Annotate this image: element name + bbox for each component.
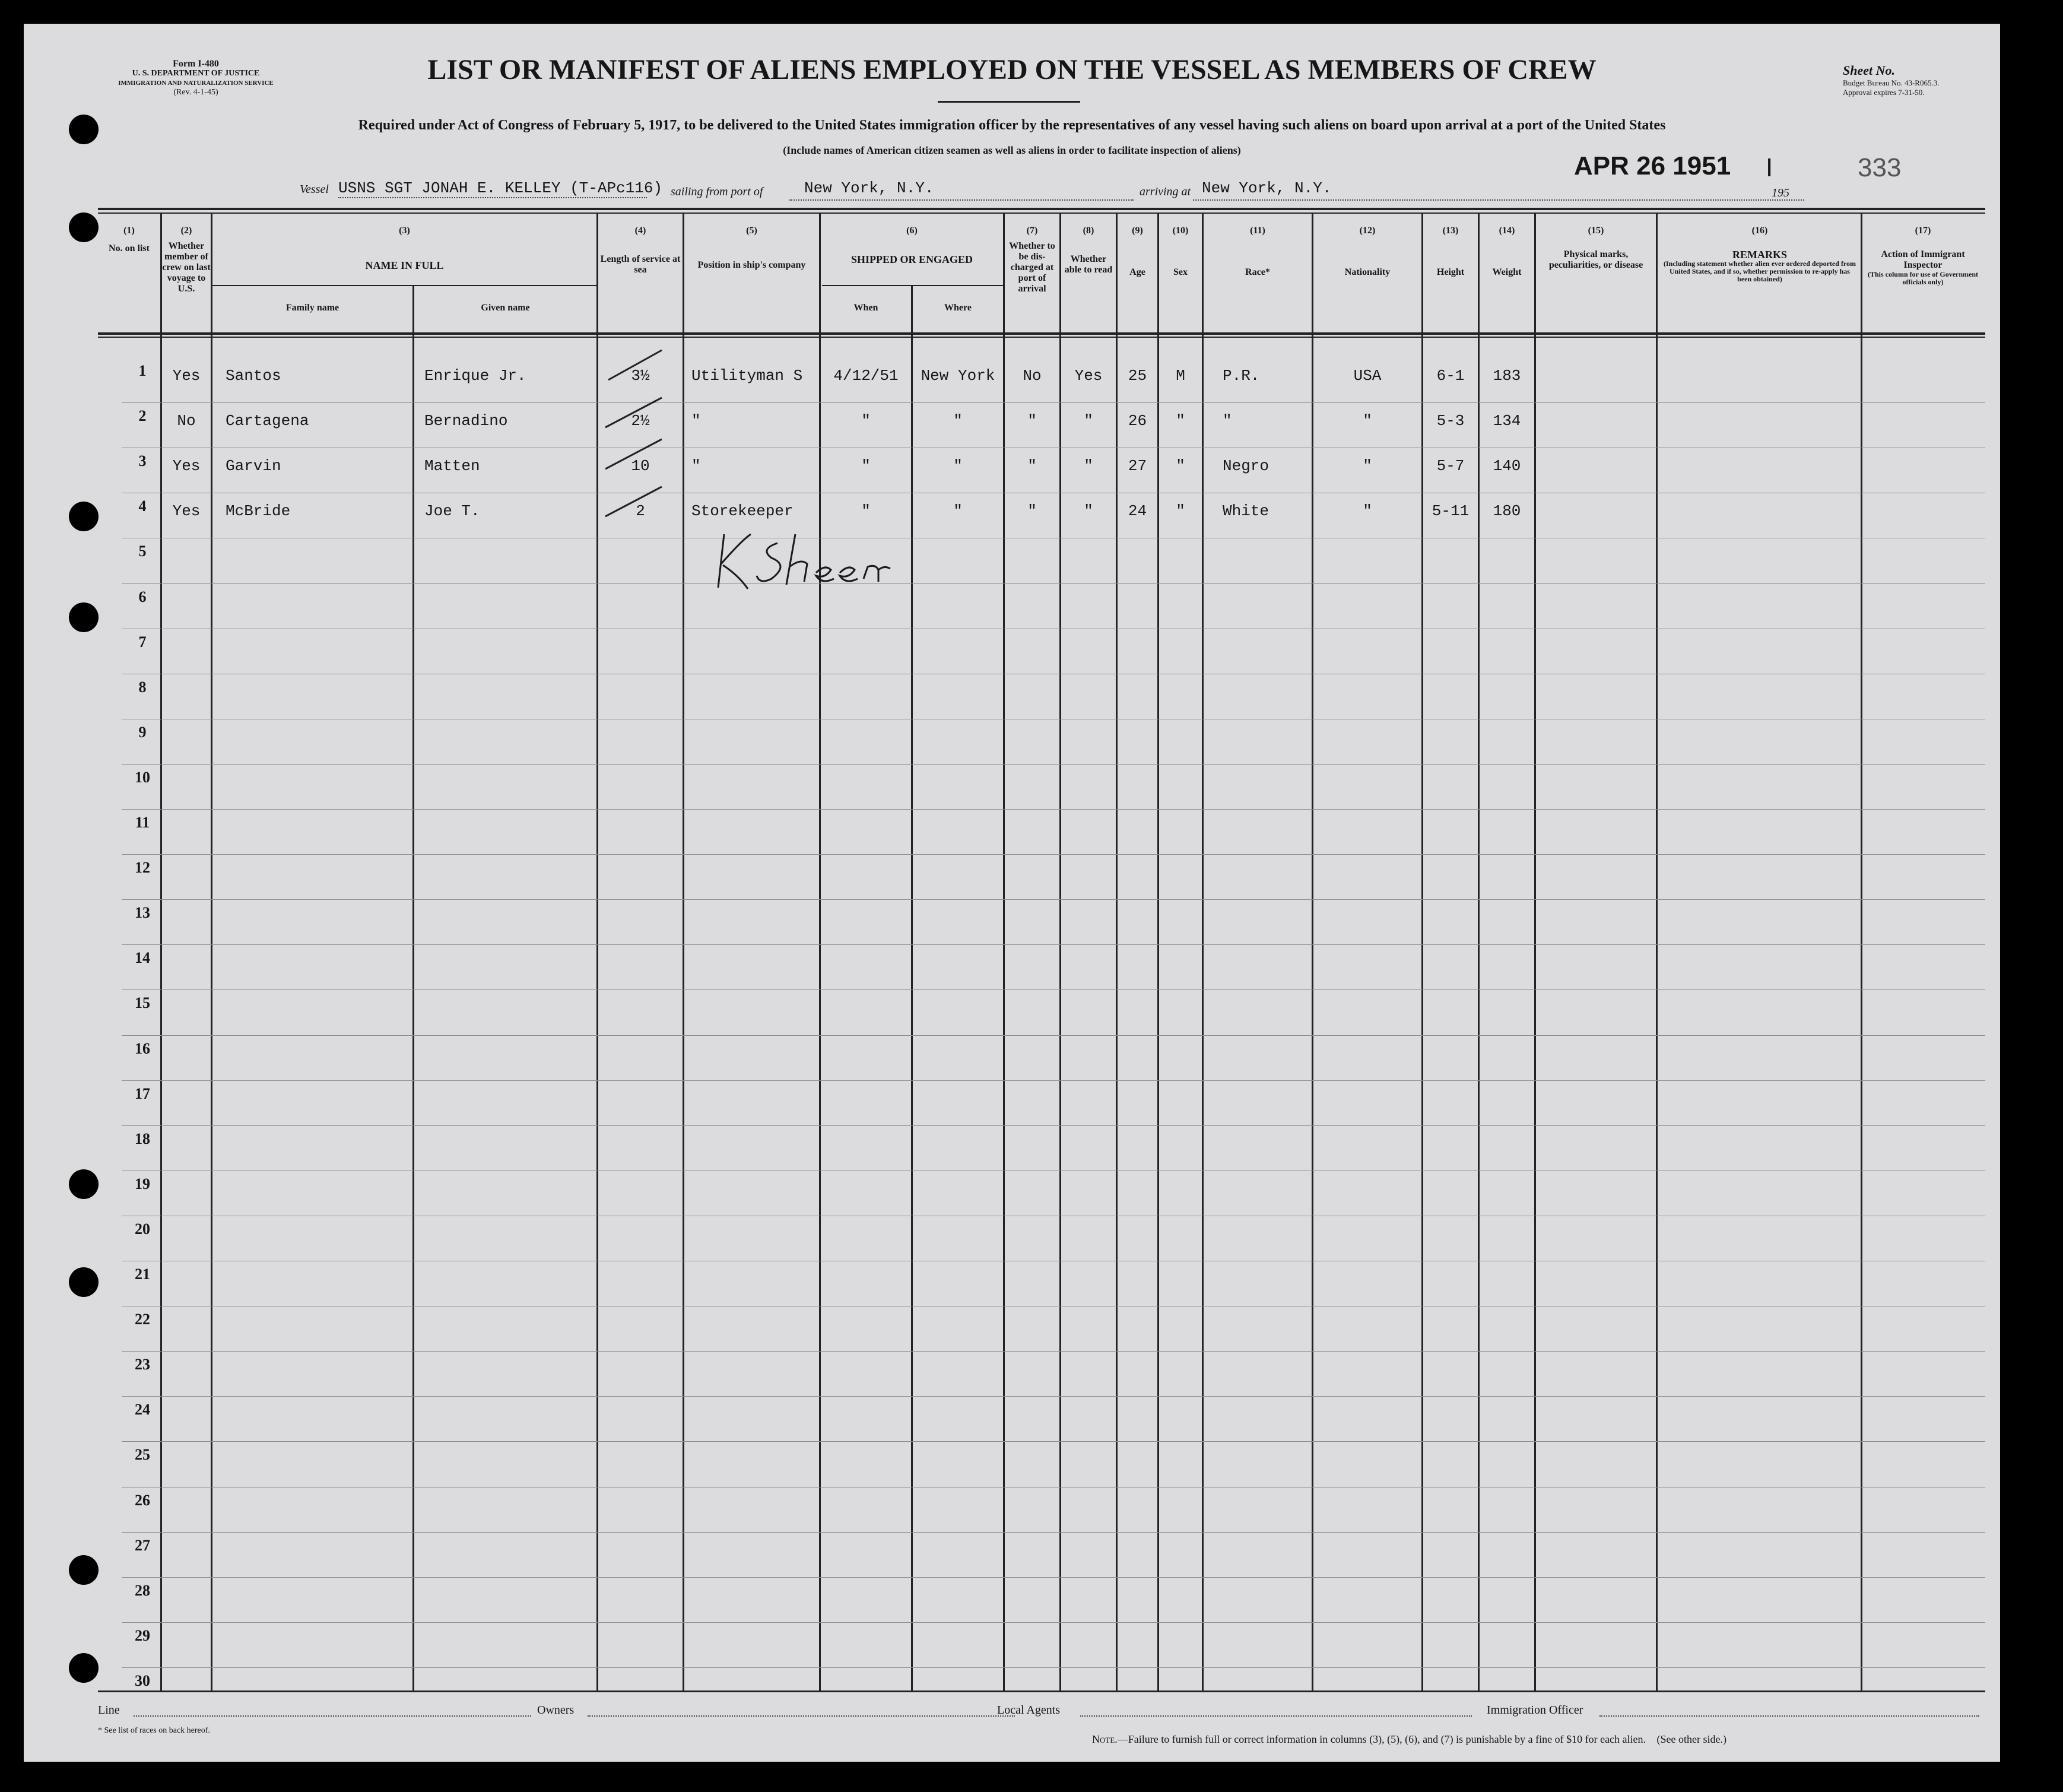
punch-hole bbox=[69, 212, 99, 242]
crew-race: White bbox=[1223, 502, 1269, 520]
crew-nationality: " bbox=[1363, 412, 1372, 430]
row-rule bbox=[122, 1577, 1985, 1578]
row-rule bbox=[122, 1667, 1985, 1668]
row-number: 20 bbox=[135, 1220, 150, 1238]
punch-hole bbox=[69, 1169, 99, 1199]
col-6b-header: Where bbox=[944, 303, 972, 313]
col-line bbox=[1421, 214, 1423, 1690]
crew-weight: 183 bbox=[1493, 367, 1521, 385]
crew-family: McBride bbox=[226, 502, 291, 520]
name-subheader-rule bbox=[211, 285, 596, 286]
col-16-header: (16) REMARKS (Including statement whether alien ever ordered deported from United States, and if so, whether permission to re-apply has been obtained) bbox=[1663, 226, 1856, 283]
table-top-rule bbox=[98, 208, 1985, 210]
row-number: 15 bbox=[135, 994, 150, 1012]
row-rule bbox=[122, 854, 1985, 855]
punch-hole bbox=[69, 1555, 99, 1585]
row-rule bbox=[122, 1532, 1985, 1533]
crew-sex: " bbox=[1176, 457, 1185, 475]
row-rule bbox=[122, 583, 1985, 584]
row-number: 9 bbox=[138, 723, 147, 741]
col-3b-header: Given name bbox=[481, 303, 530, 313]
footer-officer-field[interactable] bbox=[1599, 1715, 1979, 1717]
col-10-header: (10) Sex bbox=[1172, 226, 1189, 277]
crew-height: 5-7 bbox=[1436, 457, 1465, 475]
row-rule bbox=[122, 989, 1985, 990]
row-number: 23 bbox=[135, 1356, 150, 1374]
table-bottom-rule bbox=[98, 1690, 1985, 1692]
row-rule bbox=[122, 1351, 1985, 1352]
crew-where: " bbox=[953, 412, 963, 430]
manifest-page bbox=[24, 24, 2000, 1762]
budget-bureau: Budget Bureau No. 43-R065.3. bbox=[1843, 78, 1940, 87]
row-number: 5 bbox=[138, 543, 147, 560]
col-line bbox=[1861, 214, 1862, 1690]
signature bbox=[706, 522, 908, 600]
row-number: 11 bbox=[135, 814, 150, 831]
crew-last-voyage: Yes bbox=[172, 502, 201, 520]
crew-nationality: USA bbox=[1353, 367, 1382, 385]
col-line bbox=[1116, 214, 1118, 1690]
col-line bbox=[211, 214, 212, 1690]
col-line bbox=[911, 285, 913, 1690]
pen-strokes bbox=[596, 344, 683, 534]
col-line bbox=[412, 285, 414, 1690]
date-stamp: APR 26 1951 bbox=[1574, 151, 1731, 180]
arriving-label: arriving at bbox=[1140, 185, 1191, 198]
row-number: 17 bbox=[135, 1084, 150, 1102]
crew-service: 10 bbox=[631, 457, 650, 475]
col-3a-header: Family name bbox=[285, 303, 339, 313]
crew-race: Negro bbox=[1223, 457, 1269, 475]
crew-age: 24 bbox=[1128, 502, 1147, 520]
col-line bbox=[1478, 214, 1480, 1690]
col-6a-header: When bbox=[853, 303, 878, 313]
form-service: IMMIGRATION AND NATURALIZATION SERVICE bbox=[118, 80, 274, 87]
row-number: 29 bbox=[135, 1626, 150, 1644]
crew-height: 5-3 bbox=[1436, 412, 1465, 430]
crew-when: " bbox=[861, 502, 871, 520]
crew-given: Matten bbox=[424, 457, 480, 475]
crew-family: Cartagena bbox=[226, 412, 309, 430]
row-number: 10 bbox=[135, 768, 150, 786]
header-bottom-rule-2 bbox=[98, 337, 1985, 338]
crew-last-voyage: Yes bbox=[172, 367, 201, 385]
table-top-rule-2 bbox=[98, 212, 1985, 214]
form-number: Form I-480 bbox=[173, 59, 219, 69]
crew-last-voyage: No bbox=[177, 412, 196, 430]
approval-expires: Approval expires 7-31-50. bbox=[1843, 88, 1925, 97]
crew-service: 3½ bbox=[631, 367, 650, 385]
row-number: 4 bbox=[138, 497, 147, 515]
crew-given: Joe T. bbox=[424, 502, 480, 520]
crew-when: " bbox=[861, 457, 871, 475]
sailing-label: sailing from port of bbox=[671, 185, 763, 198]
crew-when: 4/12/51 bbox=[833, 367, 899, 385]
col-5-header: (5) Position in ship's company bbox=[697, 226, 806, 270]
subnote: (Include names of American citizen seamen as well as aliens in order to facilitate inspection of aliens) bbox=[783, 144, 1241, 156]
crew-nationality: " bbox=[1363, 502, 1372, 520]
footer-line-label: Line bbox=[98, 1704, 120, 1717]
arriving-underline bbox=[1193, 199, 1804, 201]
col-line bbox=[1003, 214, 1005, 1690]
crew-given: Enrique Jr. bbox=[424, 367, 526, 385]
crew-age: 26 bbox=[1128, 412, 1147, 430]
row-number: 13 bbox=[135, 904, 150, 922]
col-line bbox=[819, 214, 821, 1690]
crew-weight: 140 bbox=[1493, 457, 1521, 475]
crew-read: " bbox=[1084, 502, 1093, 520]
crew-sex: " bbox=[1176, 412, 1185, 430]
col-7-header: (7) Whether to be dis-charged at port of arrival bbox=[1009, 226, 1055, 294]
row-rule bbox=[122, 1441, 1985, 1442]
row-rule bbox=[122, 944, 1985, 945]
crew-discharged: " bbox=[1027, 502, 1037, 520]
row-number: 26 bbox=[135, 1491, 150, 1509]
crew-discharged: " bbox=[1027, 457, 1037, 475]
crew-age: 27 bbox=[1128, 457, 1147, 475]
punch-hole bbox=[69, 602, 99, 632]
col-line bbox=[160, 214, 162, 1690]
col-2-header: (2) Whether member of crew on last voyage to U.S. bbox=[162, 226, 211, 294]
punch-hole bbox=[69, 502, 99, 531]
row-rule bbox=[122, 809, 1985, 810]
col-line bbox=[683, 214, 684, 1690]
crew-given: Bernadino bbox=[424, 412, 508, 430]
col-6-header: (6) SHIPPED OR ENGAGED bbox=[850, 226, 973, 265]
crew-age: 25 bbox=[1128, 367, 1147, 385]
row-number: 8 bbox=[138, 678, 147, 696]
crew-family: Santos bbox=[226, 367, 281, 385]
row-number: 21 bbox=[135, 1265, 150, 1283]
crew-weight: 180 bbox=[1493, 502, 1521, 520]
crew-read: " bbox=[1084, 412, 1093, 430]
col-line bbox=[1312, 214, 1313, 1690]
row-number: 7 bbox=[138, 633, 147, 651]
footer-agents-field[interactable] bbox=[1080, 1715, 1472, 1717]
col-17-header: (17) Action of Immigrant Inspector (This column for use of Government officials only) bbox=[1867, 226, 1979, 286]
crew-where: " bbox=[953, 502, 963, 520]
crew-position: Utilityman S bbox=[691, 367, 803, 385]
title-underline bbox=[938, 101, 1080, 103]
sheet-number-stamp: 333 bbox=[1858, 153, 1902, 182]
row-number: 24 bbox=[135, 1401, 150, 1419]
crew-discharged: No bbox=[1023, 367, 1042, 385]
row-number: 16 bbox=[135, 1039, 150, 1057]
row-rule bbox=[122, 764, 1985, 765]
crew-position: " bbox=[691, 457, 701, 475]
races-note: * See list of races on back hereof. bbox=[98, 1726, 210, 1735]
col-1-header: (1) No. on list bbox=[109, 226, 150, 253]
crew-nationality: " bbox=[1363, 457, 1372, 475]
row-rule bbox=[122, 1125, 1985, 1126]
header-bottom-rule bbox=[98, 332, 1985, 335]
crew-sex: M bbox=[1176, 367, 1185, 385]
col-4-header: (4) Length of service at sea bbox=[600, 226, 681, 275]
page-title: LIST OR MANIFEST OF ALIENS EMPLOYED ON THE VESSEL AS MEMBERS OF CREW bbox=[427, 54, 1597, 85]
vessel-underline bbox=[338, 197, 647, 198]
crew-when: " bbox=[861, 412, 871, 430]
row-rule bbox=[122, 1622, 1985, 1623]
row-number: 1 bbox=[138, 362, 147, 379]
col-line bbox=[1157, 214, 1159, 1690]
row-number: 28 bbox=[135, 1581, 150, 1599]
row-number: 27 bbox=[135, 1536, 150, 1554]
row-number: 14 bbox=[135, 949, 150, 967]
row-rule bbox=[122, 1035, 1985, 1036]
crew-where: " bbox=[953, 457, 963, 475]
crew-race: " bbox=[1223, 412, 1232, 430]
row-number: 12 bbox=[135, 859, 150, 877]
sailing-value: New York, N.Y. bbox=[804, 179, 934, 197]
crew-sex: " bbox=[1176, 502, 1185, 520]
col-line bbox=[1059, 214, 1061, 1690]
crew-family: Garvin bbox=[226, 457, 281, 475]
row-number: 25 bbox=[135, 1446, 150, 1464]
row-number: 6 bbox=[138, 588, 147, 605]
row-number: 22 bbox=[135, 1311, 150, 1328]
crew-service: 2 bbox=[636, 502, 645, 520]
crew-race: P.R. bbox=[1223, 367, 1260, 385]
col-14-header: (14) Weight bbox=[1492, 226, 1522, 277]
row-number: 3 bbox=[138, 452, 147, 470]
vessel-label: Vessel bbox=[300, 183, 329, 196]
footer-agents-label: Local Agents bbox=[997, 1704, 1061, 1717]
form-rev: (Rev. 4-1-45) bbox=[173, 88, 218, 97]
form-dept: U. S. DEPARTMENT OF JUSTICE bbox=[132, 69, 260, 78]
sheet-no-label: Sheet No. bbox=[1843, 63, 1895, 78]
crew-position: " bbox=[691, 412, 701, 430]
punch-hole bbox=[69, 1653, 99, 1683]
crew-where: New York bbox=[921, 367, 995, 385]
col-15-header: (15) Physical marks, peculiarities, or disease bbox=[1548, 226, 1643, 270]
crew-height: 6-1 bbox=[1436, 367, 1465, 385]
row-number: 2 bbox=[138, 407, 147, 425]
fine-note: Note.—Failure to furnish full or correct information in columns (3), (5), (6), and (7) is punishable by a fine of $10 for each alien. (See other side.) bbox=[1092, 1733, 1726, 1745]
row-rule bbox=[122, 1396, 1985, 1397]
vessel-value: USNS SGT JONAH E. KELLEY (T-APc116) bbox=[338, 179, 663, 197]
col-8-header: (8) Whether able to read bbox=[1064, 226, 1113, 275]
col-9-header: (9) Age bbox=[1129, 226, 1145, 277]
sailing-underline bbox=[789, 199, 1134, 201]
crew-service: 2½ bbox=[631, 412, 650, 430]
subtitle: Required under Act of Congress of February 5, 1917, to be delivered to the United States immigration officer by the representatives of any vessel having such aliens on board upon arrival at a port of the United States bbox=[358, 118, 1666, 133]
row-number: 19 bbox=[135, 1175, 150, 1192]
row-number: 18 bbox=[135, 1130, 150, 1147]
col-11-header: (11) Race* bbox=[1245, 226, 1270, 277]
crew-last-voyage: Yes bbox=[172, 457, 201, 475]
col-line bbox=[1202, 214, 1204, 1690]
crew-weight: 134 bbox=[1493, 412, 1521, 430]
row-rule bbox=[122, 899, 1985, 900]
footer-owners-field[interactable] bbox=[588, 1715, 1015, 1717]
row-number: 30 bbox=[135, 1672, 150, 1689]
row-rule bbox=[122, 402, 1985, 403]
crew-discharged: " bbox=[1027, 412, 1037, 430]
crew-height: 5-11 bbox=[1432, 502, 1470, 520]
col-13-header: (13) Height bbox=[1436, 226, 1465, 277]
arriving-value: New York, N.Y. bbox=[1202, 179, 1332, 197]
year-label: 195 bbox=[1772, 186, 1789, 199]
footer-line-field[interactable] bbox=[134, 1715, 531, 1717]
punch-hole bbox=[69, 1267, 99, 1297]
stamp-mark: I bbox=[1766, 153, 1773, 182]
col-line bbox=[1534, 214, 1536, 1690]
col-3-header: (3) NAME IN FULL bbox=[365, 226, 444, 271]
row-rule bbox=[122, 1080, 1985, 1081]
col-12-header: (12) Nationality bbox=[1344, 226, 1391, 277]
footer-officer-label: Immigration Officer bbox=[1487, 1704, 1583, 1717]
crew-read: Yes bbox=[1074, 367, 1103, 385]
col-line bbox=[1656, 214, 1658, 1690]
crew-read: " bbox=[1084, 457, 1093, 475]
crew-position: Storekeeper bbox=[691, 502, 794, 520]
footer-owners-label: Owners bbox=[537, 1704, 575, 1717]
